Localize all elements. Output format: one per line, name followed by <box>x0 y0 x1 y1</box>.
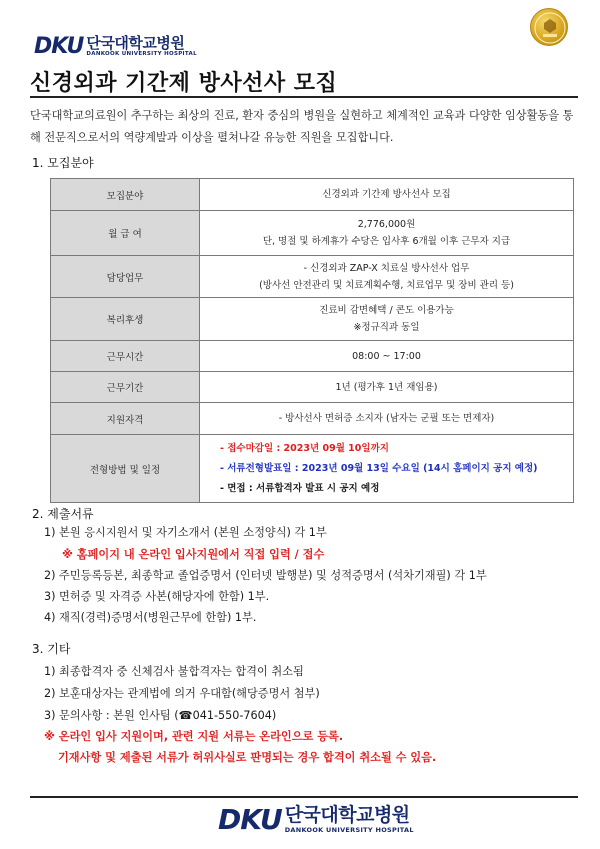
logo-english: DANKOOK UNIVERSITY HOSPITAL <box>86 51 197 58</box>
row-value <box>200 256 574 298</box>
row-label: 지원자격 <box>51 403 200 435</box>
row-label: 전형방법 및 일정 <box>51 435 200 503</box>
page-title: 신경외과 기간제 방사선사 모집 <box>30 71 338 96</box>
row-value <box>200 372 574 403</box>
row-label: 모집분야 <box>51 179 200 211</box>
section-documents-heading: 2. 제출서류 <box>32 507 94 521</box>
table-row <box>51 211 574 256</box>
row-label: 근무시간 <box>51 341 200 372</box>
table-row <box>51 435 574 503</box>
document-item: 2) 주민등록등본, 최종학교 졸업증명서 (인터넷 발행분) 및 성적증명서 (석차기재필) 각 1부 <box>44 569 487 582</box>
value-line: (방사선 안전관리 및 치료계획수행, 치료업무 및 장비 관리 등) <box>259 279 514 291</box>
logo-mark: DKU <box>218 803 282 836</box>
online-registration-note: ※ 온라인 입사 지원이며, 관련 지원 서류는 온라인으로 등록. <box>44 730 344 743</box>
table-row <box>51 403 574 435</box>
online-application-note: ※ 홈페이지 내 온라인 입사지원에서 직접 입력 / 접수 <box>62 548 325 561</box>
logo-english: DANKOOK UNIVERSITY HOSPITAL <box>284 826 414 835</box>
row-value <box>200 298 574 341</box>
value-line: ※정규직과 동일 <box>353 322 420 333</box>
intro-paragraph: 단국대학교의료원이 추구하는 최상의 진료, 환자 중심의 병원을 실현하고 체계적인 교육과 다양한 임상활동을 통해 전문직으로서의 역량계발과 이상을 펼쳐나갈 유능한 직원을 모집합니다. <box>30 109 574 144</box>
hospital-logo-top <box>34 36 197 58</box>
document-result-line: - 서류전형발표일 : 2023년 09월 13일 수요일 (14시 홈페이지 공지 예정) <box>220 462 538 474</box>
row-value <box>200 211 574 256</box>
value-line: 2,776,000원 <box>357 219 416 230</box>
false-information-warning: 기재사항 및 제출된 서류가 허위사실로 판명되는 경우 합격이 취소될 수 있음. <box>58 751 437 764</box>
title-divider <box>30 96 578 98</box>
document-item: 1) 본원 응시지원서 및 자기소개서 (본원 소정양식) 각 1부 <box>44 526 327 539</box>
value-line: 진료비 감면혜택 / 콘도 이용가능 <box>319 305 454 316</box>
row-label: 복리후생 <box>51 298 200 341</box>
row-value <box>200 403 574 435</box>
row-label: 담당업무 <box>51 256 200 298</box>
deadline-line: - 접수마감일 : 2023년 09월 10일까지 <box>220 442 389 454</box>
row-label: 근무기간 <box>51 372 200 403</box>
logo-name: 단국대학교병원 <box>284 804 410 827</box>
footer-divider <box>30 796 578 798</box>
value-line: 단, 명절 및 하계휴가 수당은 입사후 6개월 이후 근무자 지급 <box>262 236 511 247</box>
section-etc-heading: 3. 기타 <box>32 642 71 656</box>
contact-item: 3) 문의사항 : 본원 인사팀 (☎041-550-7604) <box>44 709 277 722</box>
interview-line: - 면접 : 서류합격자 발표 시 공지 예정 <box>220 482 380 494</box>
table-row <box>51 372 574 403</box>
table-row <box>51 256 574 298</box>
value-line: - 신경외과 ZAP-X 치료실 방사선사 업무 <box>303 262 470 274</box>
row-label: 월 급 여 <box>51 211 200 256</box>
table-row <box>51 179 574 211</box>
etc-item: 2) 보훈대상자는 관계법에 의거 우대함(해당증명서 첨부) <box>44 687 320 700</box>
recruitment-info-table <box>50 178 574 503</box>
table-row <box>51 298 574 341</box>
value-line: 1년 (평가후 1년 재임용) <box>335 381 438 393</box>
row-value <box>200 435 574 503</box>
gold-certification-emblem-icon <box>530 8 568 46</box>
row-value <box>200 341 574 372</box>
value-line: 08:00 ~ 17:00 <box>352 350 421 362</box>
document-item: 4) 재직(경력)증명서(병원근무에 한함) 1부. <box>44 611 257 624</box>
document-item: 3) 면허증 및 자격증 사본(해당자에 한함) 1부. <box>44 590 270 603</box>
logo-mark: DKU <box>34 34 84 59</box>
table-row <box>51 341 574 372</box>
value-line: 신경외과 기간제 방사선사 모집 <box>322 189 451 200</box>
value-line: - 방사선사 면허증 소지자 (남자는 군필 또는 면제자) <box>278 413 495 424</box>
logo-name: 단국대학교병원 <box>86 34 185 53</box>
section-recruitment-field-heading: 1. 모집분야 <box>32 156 94 170</box>
etc-item: 1) 최종합격자 중 신체검사 불합격자는 합격이 취소됨 <box>44 665 304 678</box>
row-value <box>200 179 574 211</box>
hospital-logo-bottom <box>218 803 414 836</box>
